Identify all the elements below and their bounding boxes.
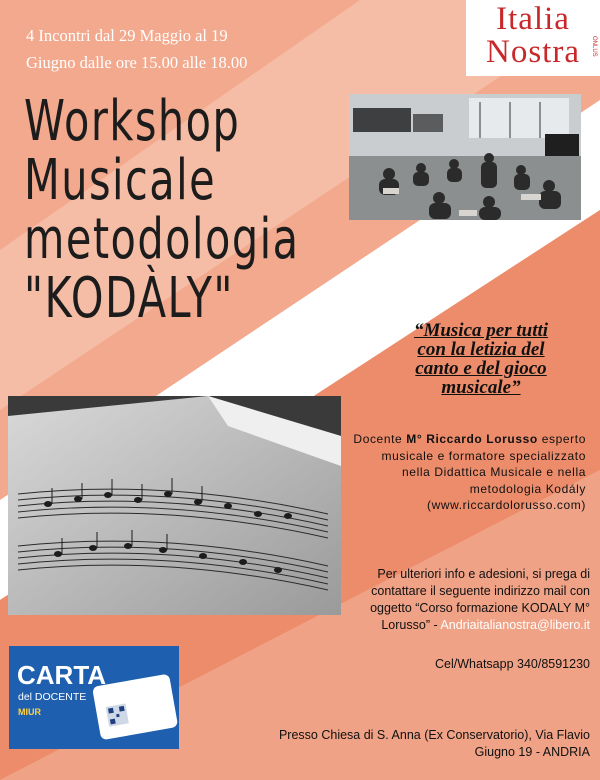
event-dates: [26, 22, 356, 76]
card-subtitle: del DOCENTE: [18, 691, 87, 703]
logo-line-1: Italia: [496, 1, 570, 37]
quote: [370, 321, 592, 397]
teacher-website[interactable]: (www.riccardolorusso.com): [426, 498, 586, 513]
teacher-name: M° Riccardo Lorusso: [406, 432, 538, 446]
dates-line-1: 4 Incontri dal 29 Maggio al 19: [26, 26, 228, 45]
phone-number[interactable]: Cel/Whatsapp 340/8591230: [435, 657, 590, 671]
contact-email[interactable]: Andriaitalianostra@libero.it: [440, 618, 590, 632]
teacher-prefix: Docente: [353, 432, 407, 446]
quote-line-3: canto e del gioco: [415, 358, 547, 379]
teacher-description: esperto musicale e formatore specializzato nella Didattica Musicale e nella metodologia Kodály: [381, 432, 586, 496]
teacher-info: [350, 431, 586, 514]
logo-onlus: ONLUS: [591, 36, 597, 57]
logo-line-2: Nostra: [486, 34, 580, 70]
workshop-title: [24, 89, 300, 331]
address-line-2: Giugno 19 - ANDRIA: [474, 745, 590, 759]
address-line-1: Presso Chiesa di S. Anna (Ex Conservatorio), Via Flavio: [278, 728, 590, 742]
italia-nostra-logo: [466, 0, 600, 76]
dates-line-2: Giugno dalle ore 15.00 alle 18.00: [26, 53, 248, 72]
title-line-2: Musicale: [24, 148, 217, 213]
card-miur: MIUR: [18, 707, 41, 717]
title-line-3: metodologia: [24, 207, 300, 272]
contact-text: Per ulteriori info e adesioni, si prega di contattare il seguente indirizzo mail con oggetto “Corso formazione KODALY M° Lorusso”: [370, 567, 590, 632]
carta-del-docente-logo: [9, 646, 179, 749]
quote-line-1: “Musica per tutti: [413, 320, 549, 341]
title-line-1: Workshop: [24, 89, 241, 154]
venue-address: [200, 727, 590, 761]
quote-line-4: musicale”: [441, 377, 521, 398]
classroom-photo: [349, 94, 581, 220]
quote-line-2: con la letizia del: [417, 339, 545, 360]
title-line-4: "KODÀLY": [24, 266, 234, 331]
sheet-music-photo: [8, 396, 341, 615]
contact-dash: -: [430, 618, 441, 632]
card-title: CARTA: [17, 660, 107, 690]
contact-info: [350, 566, 590, 634]
